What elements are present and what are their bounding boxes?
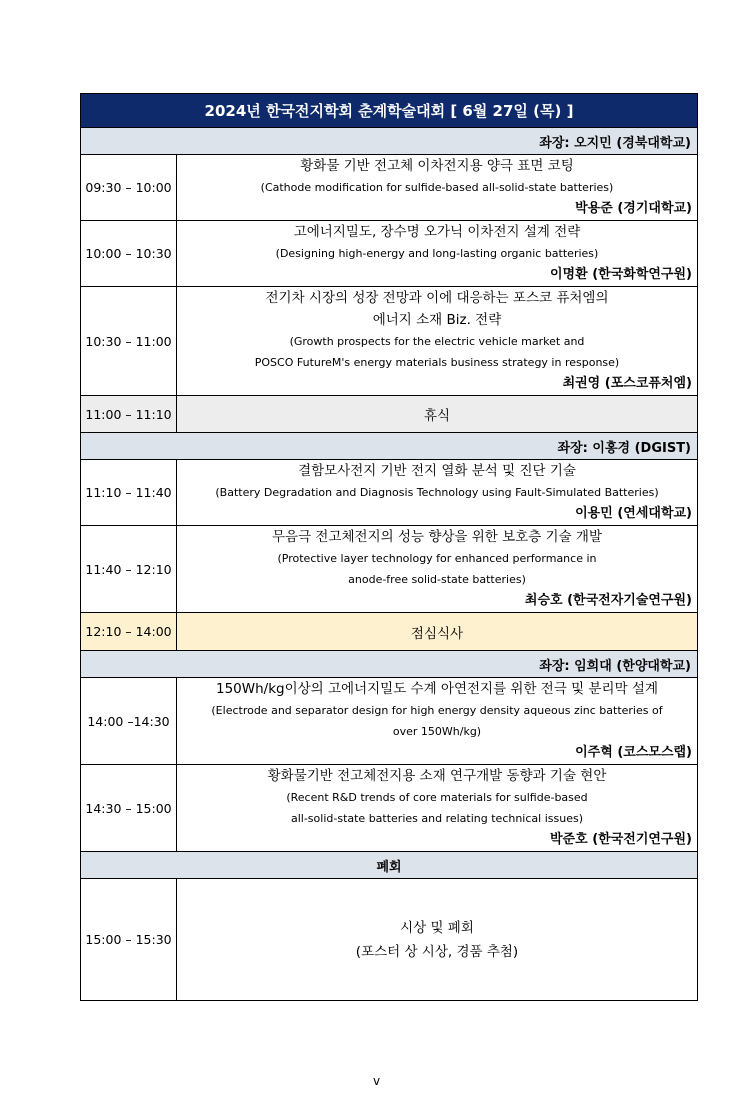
- talk-title-ko: 고에너지밀도, 장수명 오가닉 이차전지 설계 전략: [293, 224, 581, 240]
- talk-row: [81, 765, 698, 852]
- talk-title-en: (Designing high-energy and long-lasting organic batteries): [275, 247, 599, 260]
- title-row: [81, 94, 698, 128]
- talk-cell: [177, 678, 698, 765]
- talk-title-en: (Cathode modification for sulfide-based all-solid-state batteries): [260, 181, 614, 194]
- closing-line2: (포스터 상 시상, 경품 추첨): [355, 943, 519, 960]
- closing-time: 15:00 – 15:30: [81, 879, 177, 1001]
- talk-title-en: POSCO FutureM's energy materials business strategy in response): [254, 356, 620, 369]
- talk-time: 11:10 – 11:40: [81, 460, 177, 526]
- talk-title-ko: 황화물 기반 전고체 이차전지용 양극 표면 코팅: [300, 158, 574, 174]
- talk-title-ko: 에너지 소재 Biz. 전략: [372, 312, 502, 328]
- talk-row: [81, 287, 698, 396]
- talk-title-en: anode-free solid-state batteries): [348, 573, 526, 586]
- break-row: [81, 396, 698, 433]
- conference-title: 2024년 한국전지학회 춘계학술대회 [ 6월 27일 (목) ]: [81, 94, 698, 128]
- talk-title-ko: 무음극 전고체전지의 성능 향상을 위한 보호층 기술 개발: [272, 529, 602, 545]
- talk-title-ko: 150Wh/kg이상의 고에너지밀도 수계 아연전지를 위한 전극 및 분리막 설계: [215, 681, 658, 697]
- talk-title-en: over 150Wh/kg): [392, 725, 482, 738]
- talk-time: 14:00 –14:30: [81, 678, 177, 765]
- break-time: 11:00 – 11:10: [81, 396, 177, 433]
- talk-row: [81, 460, 698, 526]
- talk-speaker: 최권영 (포스코퓨처엠): [562, 376, 692, 391]
- talk-cell: [177, 526, 698, 613]
- session-chair-row: [81, 433, 698, 460]
- talk-row: [81, 155, 698, 221]
- talk-speaker: 최승호 (한국전자기술연구원): [524, 593, 692, 608]
- session3-chair: 좌장: 임희대 (한양대학교): [81, 651, 698, 678]
- talk-title-ko: 결함모사전지 기반 전지 열화 분석 및 진단 기술: [298, 463, 576, 479]
- closing-row: [81, 879, 698, 1001]
- talk-time: 11:40 – 12:10: [81, 526, 177, 613]
- talk-cell: [177, 221, 698, 287]
- talk-speaker: 이명환 (한국화학연구원): [550, 267, 692, 282]
- talk-title-en: (Electrode and separator design for high energy density aqueous zinc batteries of: [211, 704, 663, 717]
- talk-title-ko: 황화물기반 전고체전지용 소재 연구개발 동향과 기술 현안: [267, 768, 607, 784]
- talk-time: 10:30 – 11:00: [81, 287, 177, 396]
- talk-row: [81, 678, 698, 765]
- talk-title-en: (Recent R&D trends of core materials for sulfide-based: [286, 791, 588, 804]
- session1-chair: 좌장: 오지민 (경북대학교): [81, 128, 698, 155]
- session2-chair: 좌장: 이홍경 (DGIST): [81, 433, 698, 460]
- talk-row: [81, 526, 698, 613]
- schedule-table: [80, 93, 698, 1001]
- lunch-label: 점심식사: [177, 613, 698, 651]
- talk-cell: [177, 155, 698, 221]
- talk-speaker: 박용준 (경기대학교): [575, 201, 692, 216]
- talk-cell: [177, 460, 698, 526]
- closing-header: 폐회: [81, 852, 698, 879]
- talk-time: 14:30 – 15:00: [81, 765, 177, 852]
- talk-speaker: 이주혁 (코스모스랩): [575, 745, 692, 760]
- session-chair-row: [81, 651, 698, 678]
- talk-time: 09:30 – 10:00: [81, 155, 177, 221]
- talk-title-en: (Growth prospects for the electric vehicle market and: [289, 335, 585, 348]
- talk-row: [81, 221, 698, 287]
- lunch-time: 12:10 – 14:00: [81, 613, 177, 651]
- talk-title-ko: 전기차 시장의 성장 전망과 이에 대응하는 포스코 퓨처엠의: [265, 290, 609, 306]
- talk-title-en: (Protective layer technology for enhanced performance in: [277, 552, 597, 565]
- lunch-row: [81, 613, 698, 651]
- page-number: v: [372, 1074, 381, 1088]
- talk-title-en: all-solid-state batteries and relating technical issues): [290, 812, 583, 825]
- talk-cell: [177, 287, 698, 396]
- talk-speaker: 이용민 (연세대학교): [575, 506, 692, 521]
- closing-line1: 시상 및 폐회: [400, 919, 474, 936]
- talk-time: 10:00 – 10:30: [81, 221, 177, 287]
- talk-title-en: (Battery Degradation and Diagnosis Technology using Fault-Simulated Batteries): [215, 486, 659, 499]
- closing-cell: [177, 879, 698, 1001]
- talk-speaker: 박준호 (한국전기연구원): [550, 832, 692, 847]
- closing-header-row: [81, 852, 698, 879]
- break-label: 휴식: [177, 396, 698, 433]
- session-chair-row: [81, 128, 698, 155]
- talk-cell: [177, 765, 698, 852]
